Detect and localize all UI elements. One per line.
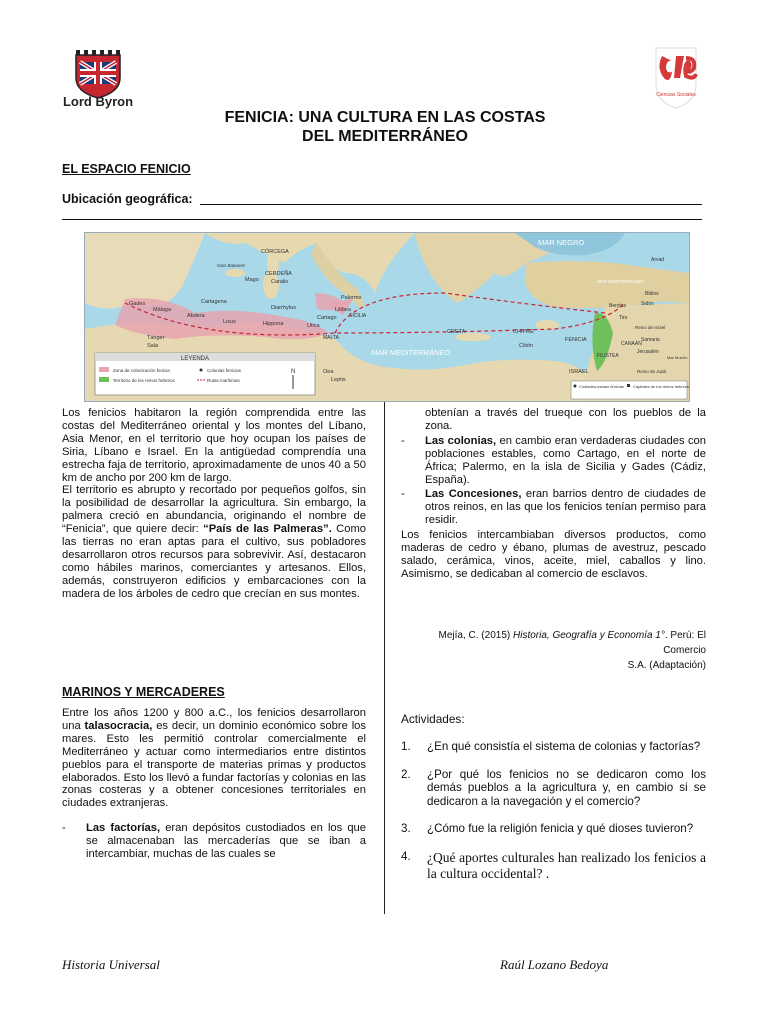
- place-samaria: Samaria: [641, 337, 660, 343]
- bullet-rest: eran depósitos custodiados en los que se almacenaban las mercaderías que se iban a intercambiar, muchas de las cuales se: [86, 822, 366, 861]
- cite-title: Historia, Geografía y Economía 1°: [513, 630, 665, 641]
- place-mar-muerto: Mar Muerto: [667, 355, 688, 360]
- inset-legend-capitales: Capitales de los reinos hebreos: [633, 384, 690, 389]
- right-column: [401, 407, 706, 581]
- cite-publisher: . Perú: El Comercio: [663, 630, 706, 656]
- activity-item: [401, 822, 706, 836]
- place-sicilia: SICILIA: [349, 313, 367, 319]
- paragraph-4: Los fenicios intercambiaban diversos productos, como maderas de cedro y ébano, plumas de avestruz, pescado salado, cerámica, vinos, aceite, miel, caballos y lino. Asimismo, se dedicaban al comercio de esclavos.: [401, 529, 706, 580]
- mediterranean-map-image: [84, 232, 690, 402]
- p3-part-c: es decir, un dominio económico sobre los mares. Esto les permitió controlar comercialmente el Mediterráneo y actuar como intermediarios entre distintos pueblos para el transporte de materias primas y productos elaborados. Esto los llevó a fundar factorías y colonias en las zonas costeras y a obtener concesiones territoriales en ciudades extranjeras.: [62, 719, 366, 810]
- bullet-text: [86, 822, 366, 861]
- bullet-dash: -: [62, 822, 66, 835]
- activity-number: 3.: [401, 822, 411, 835]
- activity-item: [401, 740, 706, 754]
- answer-line-2[interactable]: [62, 219, 702, 220]
- activity-question: ¿En qué consistía el sistema de colonias y factorías?: [427, 740, 701, 753]
- place-sala: Sala: [147, 343, 159, 349]
- legend-title: LEYENDA: [181, 356, 210, 362]
- document-title: [100, 108, 670, 146]
- place-malaga: Málaga: [153, 307, 172, 313]
- bullet-bold: Las factorías,: [86, 822, 161, 835]
- place-oea: Oea: [323, 369, 334, 375]
- bullet-dash: -: [401, 488, 405, 501]
- place-gades: Gades: [129, 301, 146, 307]
- activity-number: 4.: [401, 849, 411, 863]
- bullet-bold: Las colonias,: [425, 434, 497, 447]
- activity-question: ¿Por qué los fenicios no se dedicaron como los demás pueblos a la agricultura y, en cambio si se dedicaron a la navegación y el comercio?: [427, 767, 706, 808]
- place-caralis: Caralis: [271, 279, 289, 285]
- footer-author: Raúl Lozano Bedoya: [500, 957, 609, 972]
- bullet-rest: eran barrios dentro de ciudades de otros reinos, en las que los fenicios tenían permiso para residir.: [425, 488, 706, 527]
- place-reino-israel: Reino de Israel: [635, 325, 666, 330]
- phoenicia-map: [84, 232, 688, 400]
- place-cartagena: Cartagena: [201, 299, 227, 305]
- bullet-bold: Las Concesiones,: [425, 488, 522, 501]
- citation-line-1: [401, 628, 706, 658]
- place-mago: Mago: [245, 277, 259, 283]
- school-name: Lord Byron: [62, 94, 134, 109]
- citation: [401, 628, 706, 673]
- place-utica: Utica: [307, 323, 320, 329]
- activity-item: [401, 850, 706, 882]
- place-chipre: CHIPRE: [513, 329, 534, 335]
- place-reino-juda: Reino de Judá: [637, 369, 667, 374]
- paragraph-2: [62, 484, 366, 600]
- paragraph-1: Los fenicios habitaron la región comprendida entre las costas del Mediterráneo oriental y los montes del Líbano, Asia Menor, en el territorio que hoy ocupan los países de Siria, Líbano e Israel. En la antigüedad comprendía una estrecha faja de territorio, aproximadamente de unos 40 a 50 km de ancho por 200 km de largo.: [62, 407, 366, 484]
- ciencias-sociales-label: Ciencias Sociales: [656, 92, 696, 98]
- place-canaan: CANAÁN: [621, 341, 642, 347]
- place-berytos: Berytos: [609, 303, 626, 309]
- cite-author: Mejía, C. (2015): [438, 630, 513, 641]
- legend-colonias: Colonias fenicias: [207, 368, 242, 373]
- title-line-1: FENICIA: UNA CULTURA EN LAS COSTAS: [224, 109, 546, 126]
- label-mar-negro: MAR NEGRO: [538, 238, 585, 247]
- geo-label: Ubicación geográfica:: [62, 192, 193, 206]
- left-column: [62, 407, 366, 601]
- place-baleares: Islas Baleares: [217, 263, 246, 268]
- bullet-text: [425, 488, 706, 527]
- place-israel: ISRAEL: [569, 369, 589, 375]
- legend-zona: Zona de colonización fenicia: [113, 368, 170, 373]
- activities-label: Actividades:: [401, 712, 465, 726]
- activities-list: [401, 740, 706, 896]
- place-sidon: Sidón: [641, 301, 654, 307]
- activity-number: 1.: [401, 740, 411, 753]
- citation-line-2: S.A. (Adaptación): [627, 660, 706, 671]
- p2-part-a: El territorio es abrupto y recortado por pequeños golfos, sin la posibilidad de desarrollar la agricultura. Sin embargo, la palmera creció en abundancia, originando el nombre de “Fenicia”, que quiere decir:: [62, 484, 366, 536]
- place-corcega: CÓRCEGA: [261, 249, 289, 255]
- answer-line-1[interactable]: [200, 204, 702, 205]
- place-tiro: Tiro: [619, 315, 628, 321]
- left-column-2: [62, 707, 366, 861]
- bullet-dash: -: [401, 434, 405, 447]
- place-lilibea: Lilibea: [335, 307, 351, 313]
- map-legend: [95, 353, 315, 395]
- title-line-2: DEL MEDITERRÁNEO: [302, 128, 468, 145]
- p2-bold: “País de las Palmeras”.: [203, 523, 332, 536]
- bullet-colonias: [401, 435, 706, 487]
- ciencias-sociales-logo: [650, 44, 702, 110]
- activity-question: ¿Qué aportes culturales han realizado los fenicios a la cultura occidental? .: [427, 849, 706, 881]
- column-divider: [384, 402, 385, 914]
- continuation-text: obtenían a través del trueque con los pueblos de la zona.: [425, 407, 706, 432]
- place-leptis: Leptis: [331, 377, 346, 383]
- inset-legend-ciudades: Ciudades-estado fenicias: [579, 384, 624, 389]
- bullet-text: [425, 435, 706, 487]
- legend-rutas: Rutas marítimas: [207, 378, 240, 383]
- place-fenicia: FENICIA: [565, 337, 587, 343]
- p3-part-a: Entre los años 1200 y 800 a.C., los fenicios desarrollaron una: [62, 707, 366, 732]
- p3-bold: talasocracia,: [84, 719, 153, 732]
- label-mar-mediterraneo: MAR MEDITERRÁNEO: [371, 348, 451, 357]
- place-diarrhytus: Diarrhytus: [271, 305, 297, 311]
- section-heading-espacio: EL ESPACIO FENICIO: [62, 162, 191, 176]
- place-cartago: Cartago: [317, 315, 337, 321]
- place-creta: CRETA: [447, 329, 466, 335]
- place-arvad: Arvad: [651, 257, 665, 263]
- bullet-concesiones: [401, 488, 706, 527]
- legend-territorio: Territorio de los reinos hebreos: [113, 378, 175, 383]
- activity-question: ¿Cómo fue la religión fenicia y qué dioses tuvieron?: [427, 822, 694, 835]
- bullet-continuation: [401, 407, 706, 433]
- bullet-rest: en cambio eran verdaderas ciudades con poblaciones estables, como Cartago, en el norte de África; Palermo, en la isla de Sicilia y Gades (Cádiz, España).: [425, 434, 706, 486]
- footer-course: Historia Universal: [62, 957, 160, 972]
- place-tanger: Tánger: [147, 335, 165, 341]
- activity-item: [401, 768, 706, 809]
- place-filistea: FILISTEA: [597, 353, 619, 359]
- p2-part-c: Como las tierras no eran aptas para el cultivo, sus pobladores desarrollaron otros recursos para sobrevivir. Así, destacaron como hábiles marinos, comerciantes y artesanos. Ellos, además, construyeron edificios y embarcaciones con la madera de los árboles de cedro que crecían en sus montes.: [62, 523, 366, 600]
- place-abdera: Abdera: [187, 313, 205, 319]
- place-biblos: Biblos: [645, 291, 659, 297]
- place-hippona: Hippona: [263, 321, 284, 327]
- map-inset-legend: [571, 381, 689, 399]
- bullet-factorias: [62, 822, 366, 861]
- north-arrow-label: N: [291, 369, 296, 375]
- school-logo: [62, 48, 134, 110]
- place-cition: Citión: [519, 343, 534, 349]
- place-malta: MALTA: [323, 335, 339, 341]
- ciencias-sociales-emblem-icon: [650, 44, 702, 110]
- place-cerdena: CERDEÑA: [265, 271, 292, 277]
- place-palermo: Palermo: [341, 295, 362, 301]
- place-jerusalen: Jerusalén: [637, 349, 659, 355]
- activity-number: 2.: [401, 767, 411, 781]
- section-heading-marinos: MARINOS Y MERCADERES: [62, 685, 225, 699]
- place-lixus: Lixus: [223, 319, 236, 325]
- place-mar-mediterraneo-inset: MAR MEDITERRÁNEO: [597, 279, 645, 284]
- paragraph-3: [62, 707, 366, 810]
